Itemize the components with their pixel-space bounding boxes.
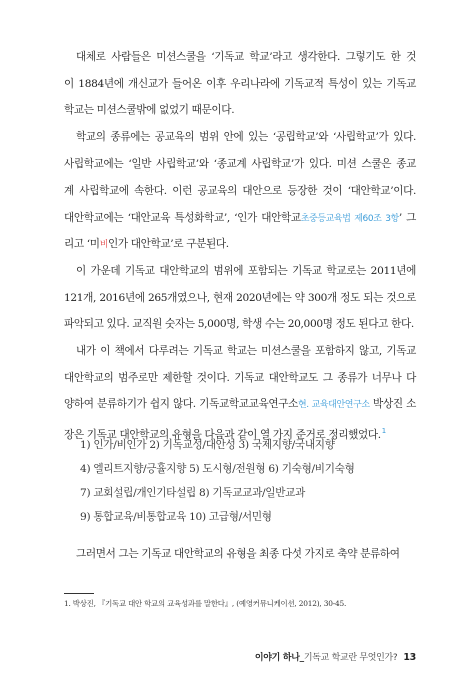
body-text-line: 이 가운데 기독교 대안학교의 범위에 포함되는 기독교 학교로는 2011년에 xyxy=(76,265,416,277)
body-text-line: 121개, 2016년에 265개였으나, 현재 2020년에는 약 300개 정도 되는 것으로 xyxy=(64,292,416,304)
body-text-line: 이 1884년에 개신교가 들어온 이후 우리나라에 기독교적 특성이 있는 기독교 xyxy=(64,78,416,90)
body-text-segment: 양하여 분류하기가 쉽지 않다. 기독교학교교육연구소 xyxy=(64,398,299,410)
body-text-line: 대체로 사람들은 미션스쿨을 ‘기독교 학교’라고 생각한다. 그렇기도 한 것 xyxy=(76,51,416,63)
page-number: 13 xyxy=(403,652,416,663)
body-text-segment: 대안학교에는 ‘대안교육 특성화학교’, ‘인가 대안학교 xyxy=(64,212,301,224)
body-text-line xyxy=(64,397,416,412)
criteria-list-line: 1) 인가/비인가 2) 기독교성/대안성 3) 국제지향/국내지향 xyxy=(80,439,335,451)
chapter-label: 이야기 하나_ xyxy=(254,653,304,663)
body-text-segment: 인가 대안학교’로 구분된다. xyxy=(107,238,229,250)
highlighted-syllable-note: 비 xyxy=(99,240,108,250)
legal-reference-note: 초중등교육법 제60조 3항 xyxy=(300,214,399,224)
body-text-segment: 장은 기독교 대안학교의 유형을 다음과 같이 열 가지 준거로 정리했었다. xyxy=(64,429,381,441)
institution-note: 현. 교육대안연구소 xyxy=(298,400,370,410)
body-text-line: 내가 이 책에서 다루려는 기독교 학교는 미션스쿨을 포함하지 않고, 기독교 xyxy=(76,345,416,357)
body-text-segment: 리고 ‘미 xyxy=(64,238,100,250)
footnote: 1. 박상진, 『기독교 대안 학교의 교육성과를 말한다』, (예영커뮤니케이션, 2012), 30-45. xyxy=(64,599,347,608)
body-text-line xyxy=(64,237,416,252)
chapter-title: 기독교 학교란 무엇인가? xyxy=(303,653,398,663)
body-text-line: 학교의 종류에는 공교육의 범위 안에 있는 ‘공립학교’와 ‘사립학교’가 있다. xyxy=(76,131,416,143)
body-text-line xyxy=(64,211,416,226)
footnote-reference[interactable]: 1 xyxy=(381,427,386,435)
body-text-segment: ’ 그 xyxy=(398,212,417,224)
body-text-line: 학교는 미션스쿨밖에 없었기 때문이다. xyxy=(64,104,235,116)
criteria-list-line: 7) 교회설립/개인기타설립 8) 기독교교과/일반교과 xyxy=(80,487,306,499)
body-text-line: 계 사립학교에 속한다. 이런 공교육의 대안으로 등장한 것이 ‘대안학교’이다. xyxy=(64,185,416,197)
body-text-line: 파악되고 있다. 교직원 숫자는 5,000명, 학생 수는 20,000명 정도 된다고 한다. xyxy=(64,318,414,330)
criteria-list-line: 9) 통합교육/비통합교육 10) 고급형/서민형 xyxy=(80,511,272,523)
body-text-line: 대안학교의 범주로만 제한할 것이다. 기독교 대안학교도 그 종류가 너무나 다 xyxy=(64,372,416,384)
criteria-list-line: 4) 엘리트지향/긍휼지향 5) 도시형/전원형 6) 기숙형/비기숙형 xyxy=(80,463,355,475)
footnote-divider xyxy=(64,593,94,594)
running-footer xyxy=(255,650,416,663)
body-text-line: 사립학교에는 ‘일반 사립학교’와 ‘종교계 사립학교’가 있다. 미션 스쿨은 종교 xyxy=(64,158,416,170)
body-text-segment: 박상진 소 xyxy=(369,398,416,410)
closing-text-line: 그러면서 그는 기독교 대안학교의 유형을 최종 다섯 가지로 축약 분류하여 xyxy=(76,548,400,560)
